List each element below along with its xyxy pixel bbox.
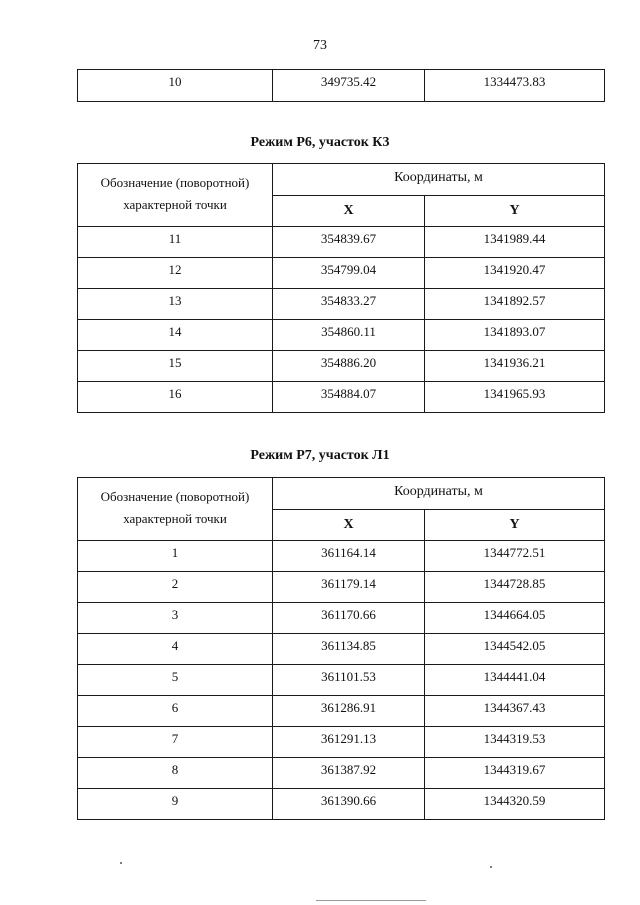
- point-header-line1: Обозначение (поворотной): [100, 175, 250, 190]
- y-cell: 1344441.04: [425, 665, 605, 696]
- y-cell: 1341920.47: [425, 258, 605, 289]
- table-row: [78, 603, 605, 634]
- x-cell: 361179.14: [273, 572, 425, 603]
- x-cell: 361291.13: [273, 727, 425, 758]
- section-title-p7: Режим Р7, участок Л1: [250, 448, 390, 463]
- point-header: [78, 478, 273, 541]
- point-cell: 2: [78, 572, 273, 603]
- y-cell: 1344728.85: [425, 572, 605, 603]
- x-cell: 354833.27: [273, 289, 425, 320]
- y-cell: 1341893.07: [425, 320, 605, 351]
- y-cell: 1341936.21: [425, 351, 605, 382]
- y-cell: 1341989.44: [425, 227, 605, 258]
- table-row: [78, 382, 605, 413]
- table-row: [78, 665, 605, 696]
- y-cell: 1334473.83: [425, 70, 605, 102]
- x-cell: 361286.91: [273, 696, 425, 727]
- point-cell: 15: [78, 351, 273, 382]
- x-cell: 354886.20: [273, 351, 425, 382]
- x-cell: 349735.42: [273, 70, 425, 102]
- y-cell: 1341965.93: [425, 382, 605, 413]
- y-cell: 1341892.57: [425, 289, 605, 320]
- y-cell: 1344772.51: [425, 541, 605, 572]
- scan-speck: [490, 866, 492, 868]
- coordinates-table-p7: [77, 477, 605, 820]
- y-header: Y: [425, 196, 605, 227]
- point-cell: 3: [78, 603, 273, 634]
- table-row: [78, 572, 605, 603]
- point-cell: 7: [78, 727, 273, 758]
- header-row: [78, 478, 605, 510]
- x-cell: 361164.14: [273, 541, 425, 572]
- table-row: [78, 320, 605, 351]
- x-cell: 361390.66: [273, 789, 425, 820]
- table-row: [78, 351, 605, 382]
- continuation-table: [77, 69, 605, 102]
- y-cell: 1344319.67: [425, 758, 605, 789]
- x-cell: 361170.66: [273, 603, 425, 634]
- scan-speck: [120, 862, 122, 864]
- x-cell: 361134.85: [273, 634, 425, 665]
- y-cell: 1344319.53: [425, 727, 605, 758]
- x-header: X: [273, 196, 425, 227]
- point-cell: 4: [78, 634, 273, 665]
- table-row: [78, 789, 605, 820]
- point-cell: 10: [78, 70, 273, 102]
- y-cell: 1344367.43: [425, 696, 605, 727]
- table-row: [78, 634, 605, 665]
- section-title-p6: Режим Р6, участок К3: [250, 135, 390, 150]
- coordinates-header: Координаты, м: [273, 478, 605, 510]
- point-cell: 16: [78, 382, 273, 413]
- coordinates-table-p6: [77, 163, 605, 413]
- point-header-line2: характерной точки: [123, 511, 227, 526]
- x-cell: 354860.11: [273, 320, 425, 351]
- y-header: Y: [425, 510, 605, 541]
- table-row: [78, 70, 605, 102]
- scan-edge-line: [316, 900, 426, 901]
- table-row: [78, 227, 605, 258]
- point-cell: 11: [78, 227, 273, 258]
- point-cell: 12: [78, 258, 273, 289]
- table-row: [78, 289, 605, 320]
- point-cell: 8: [78, 758, 273, 789]
- point-cell: 6: [78, 696, 273, 727]
- point-header-line1: Обозначение (поворотной): [100, 489, 250, 504]
- x-cell: 354839.67: [273, 227, 425, 258]
- y-cell: 1344320.59: [425, 789, 605, 820]
- point-cell: 9: [78, 789, 273, 820]
- point-cell: 13: [78, 289, 273, 320]
- table-row: [78, 541, 605, 572]
- x-cell: 354884.07: [273, 382, 425, 413]
- x-header: X: [273, 510, 425, 541]
- x-cell: 361101.53: [273, 665, 425, 696]
- y-cell: 1344542.05: [425, 634, 605, 665]
- table-row: [78, 727, 605, 758]
- table-row: [78, 758, 605, 789]
- x-cell: 361387.92: [273, 758, 425, 789]
- y-cell: 1344664.05: [425, 603, 605, 634]
- point-cell: 14: [78, 320, 273, 351]
- x-cell: 354799.04: [273, 258, 425, 289]
- page-number: 73: [313, 38, 327, 53]
- table-row: [78, 696, 605, 727]
- table-row: [78, 258, 605, 289]
- header-row: [78, 164, 605, 196]
- point-header-line2: характерной точки: [123, 197, 227, 212]
- point-cell: 1: [78, 541, 273, 572]
- point-header: [78, 164, 273, 227]
- coordinates-header: Координаты, м: [273, 164, 605, 196]
- point-cell: 5: [78, 665, 273, 696]
